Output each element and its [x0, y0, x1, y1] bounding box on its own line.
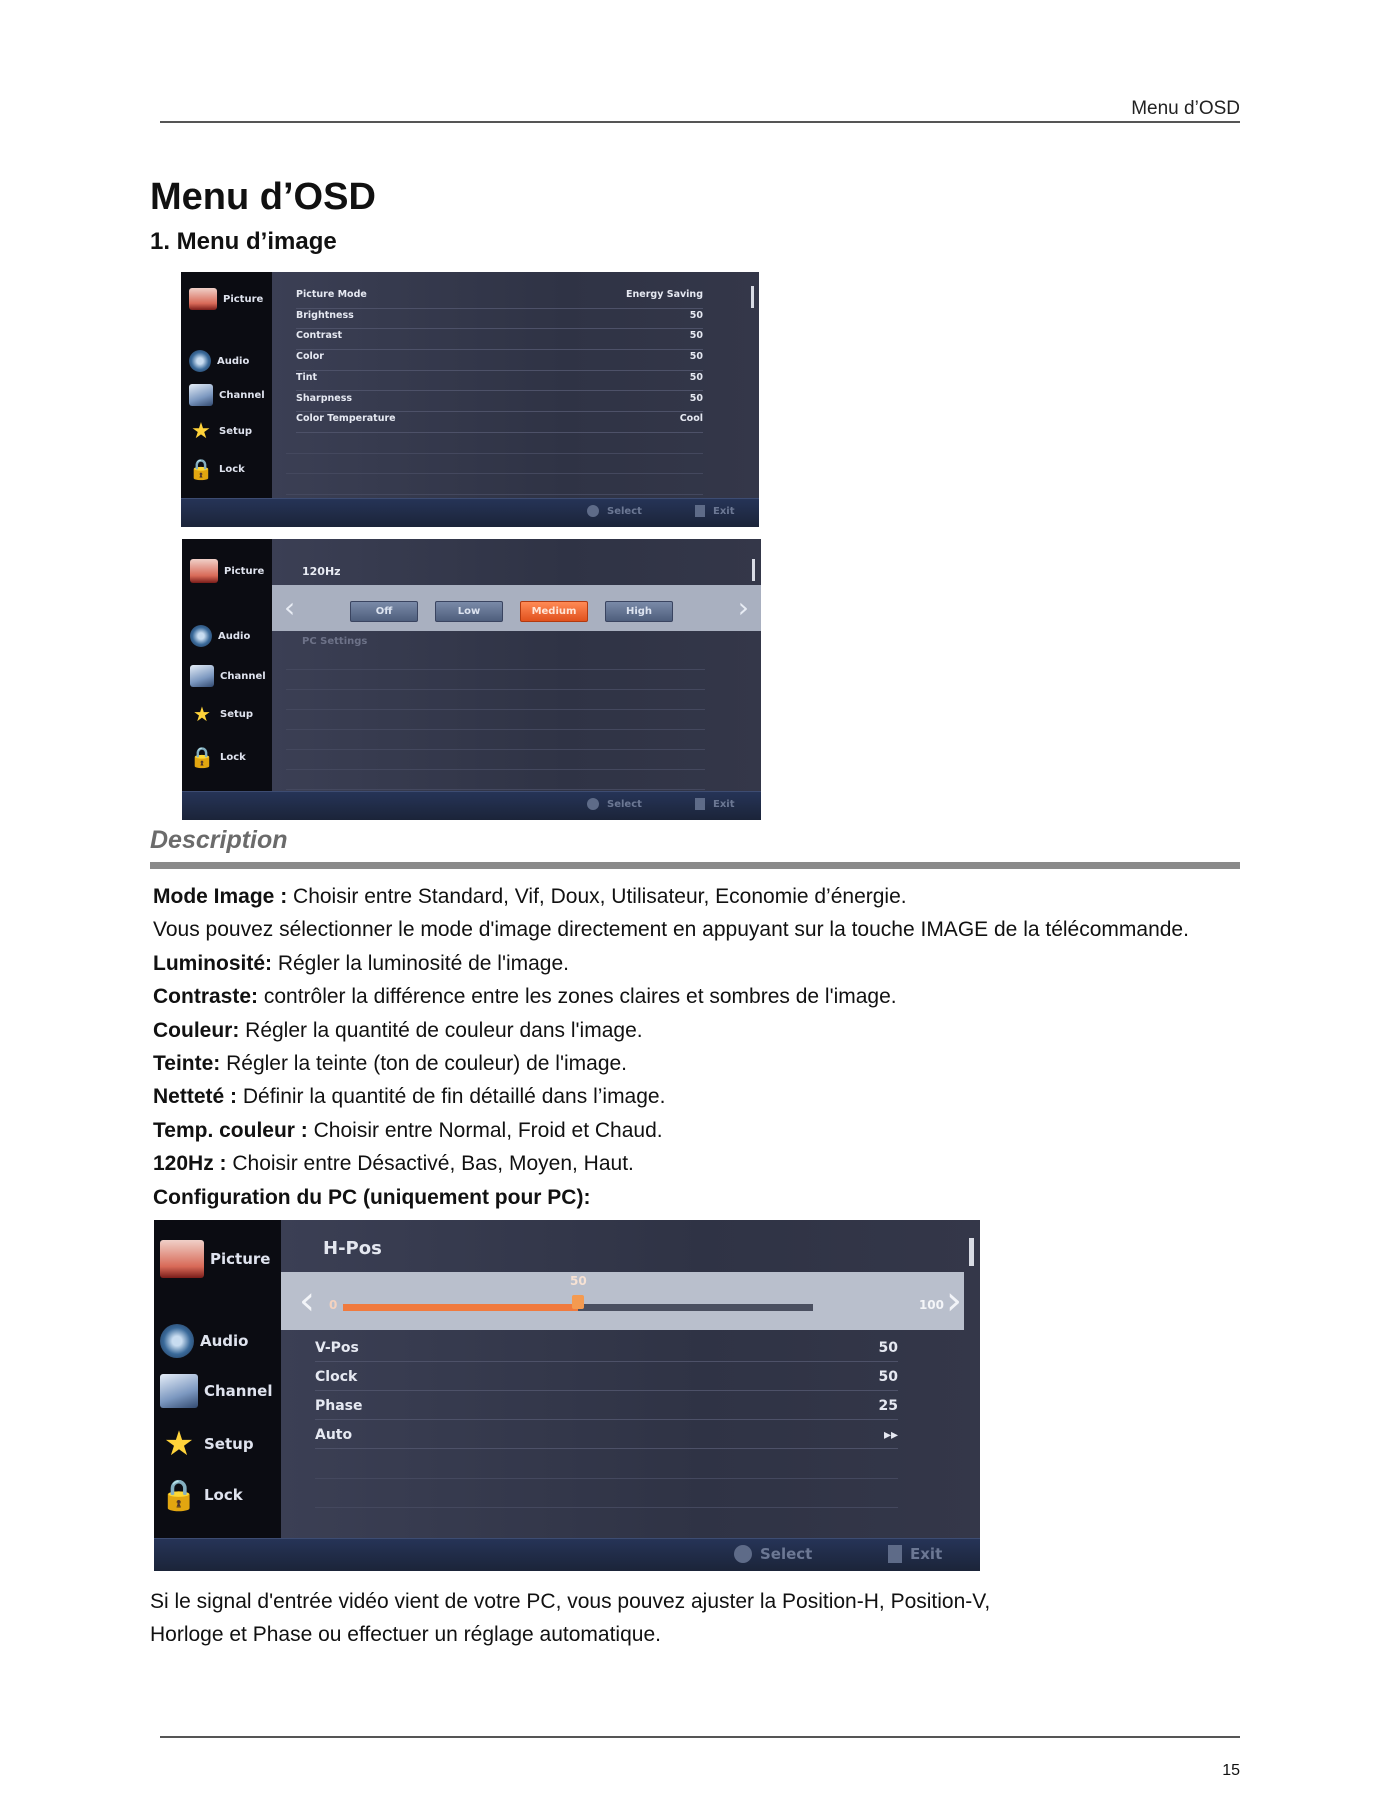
osd-empty-row — [286, 751, 705, 770]
description-line — [153, 1051, 627, 1077]
osd-row-value: ▸▸ — [883, 1427, 898, 1443]
lock-icon: 🔒 — [188, 457, 214, 481]
osd-menu-row[interactable] — [296, 289, 703, 309]
osd-row-label: Color — [296, 351, 324, 363]
osd-row-value: Energy Saving — [626, 289, 703, 300]
osd-empty-row — [286, 711, 705, 730]
osd-row-label: Color Temperature — [296, 413, 396, 425]
speaker-icon — [190, 625, 212, 647]
osd-menu-row[interactable] — [315, 1394, 898, 1420]
osd-sidebar-label: Audio — [217, 355, 250, 367]
description-rule — [150, 862, 1240, 869]
osd-menu-row[interactable] — [296, 393, 703, 413]
osd-footer-label: Exit — [713, 798, 735, 810]
slider-track[interactable] — [343, 1304, 813, 1311]
description-text: Choisir entre Désactivé, Bas, Moyen, Haut. — [226, 1152, 634, 1176]
osd-sidebar-label: Audio — [218, 630, 251, 642]
description-text: contrôler la différence entre les zones claires et sombres de l'image. — [258, 985, 897, 1009]
osd-scrollbar — [752, 559, 755, 581]
description-term: Mode Image : — [153, 885, 288, 908]
osd-row-label: Sharpness — [296, 392, 353, 404]
chevron-left-icon: ‹ — [299, 1278, 315, 1324]
osd-footer — [154, 1538, 980, 1571]
osd-menu-row[interactable] — [296, 330, 703, 350]
description-text: Définir la quantité de fin détaillé dans l’image. — [237, 1085, 666, 1109]
description-term: Teinte: — [153, 1052, 221, 1075]
osd-row-value: 50 — [878, 1369, 898, 1385]
note-line-1: Si le signal d'entrée vidéo vient de votre PC, vous pouvez ajuster la Position-H, Position-V, — [150, 1590, 991, 1613]
osd-scrollbar — [751, 286, 754, 308]
osd-sidebar — [154, 1220, 281, 1539]
footer-rule — [160, 1736, 1240, 1738]
osd-sidebar-label: Audio — [200, 1332, 249, 1350]
star-icon: ★ — [163, 1424, 195, 1464]
osd-menu-row[interactable] — [315, 1423, 898, 1449]
osd-sidebar-item-audio — [189, 350, 249, 372]
satellite-dish-icon — [160, 1374, 198, 1408]
description-term: 120Hz : — [153, 1152, 227, 1176]
osd-menu-row[interactable] — [296, 351, 703, 371]
select-icon — [734, 1545, 752, 1563]
osd-120hz-selector-bar — [272, 585, 761, 631]
slider-fill — [343, 1304, 578, 1311]
description-text: Régler la teinte (ton de couleur) de l'image. — [220, 1052, 628, 1075]
description-text: Régler la luminosité de l'image. — [272, 951, 569, 975]
osd-empty-row — [315, 1481, 898, 1508]
slider-value-label: 50 — [570, 1274, 587, 1288]
osd-footer-select — [587, 798, 642, 810]
osd-sidebar-label: Lock — [220, 751, 246, 763]
osd-footer-select — [734, 1545, 812, 1563]
osd-sidebar-item-lock — [160, 1476, 243, 1514]
description-term: Luminosité: — [153, 951, 272, 975]
osd-sidebar-item-setup — [189, 420, 252, 442]
lock-icon: 🔒 — [189, 745, 215, 769]
chevron-right-icon: › — [737, 591, 749, 624]
osd-sidebar-item-channel — [160, 1374, 272, 1408]
osd-menu-row[interactable] — [296, 372, 703, 392]
exit-icon — [695, 505, 705, 517]
description-line — [153, 1084, 665, 1110]
osd-sidebar-item-audio — [160, 1324, 248, 1358]
osd-footer-label: Select — [760, 1545, 813, 1563]
osd-footer — [181, 498, 759, 527]
osd-row-label: Tint — [296, 371, 318, 383]
osd-sidebar-item-setup — [160, 1426, 254, 1462]
page-title: Menu d’OSD — [150, 176, 376, 218]
description-term: Couleur: — [153, 1018, 240, 1042]
osd-footer — [182, 791, 761, 820]
osd-sidebar-label: Lock — [219, 463, 245, 475]
picture-icon — [190, 559, 218, 583]
osd-footer-exit — [695, 798, 735, 810]
osd-empty-row — [286, 671, 705, 690]
description-term: Netteté : — [153, 1085, 238, 1109]
star-icon: ★ — [191, 418, 211, 444]
description-line — [153, 884, 907, 910]
osd-120hz-screenshot — [182, 539, 761, 820]
osd-menu-row[interactable] — [296, 310, 703, 330]
slider-min-label: 0 — [329, 1298, 338, 1312]
description-term: Contraste: — [153, 985, 259, 1009]
satellite-dish-icon — [189, 384, 213, 406]
osd-sidebar-item-channel — [190, 665, 266, 687]
description-text: Choisir entre Standard, Vif, Doux, Utilisateur, Economie d’énergie. — [287, 885, 907, 908]
osd-sidebar-label: Channel — [204, 1382, 273, 1400]
description-line — [153, 951, 569, 977]
osd-empty-row — [286, 731, 705, 750]
osd-row-value: 50 — [689, 392, 703, 404]
osd-row-label: V-Pos — [315, 1340, 359, 1356]
osd-picture-menu-screenshot — [181, 272, 759, 527]
speaker-icon — [189, 350, 211, 372]
description-line — [153, 917, 1189, 943]
osd-row-label: Brightness — [296, 309, 354, 321]
osd-footer-exit — [888, 1545, 942, 1563]
note-line-2: Horloge et Phase ou effectuer un réglage automatique. — [150, 1623, 661, 1646]
description-line — [153, 1118, 663, 1144]
osd-row-label: Phase — [315, 1398, 363, 1414]
osd-row-value: 50 — [689, 309, 703, 321]
osd-empty-row — [286, 691, 705, 710]
picture-icon — [189, 288, 217, 310]
osd-footer-exit — [695, 505, 735, 517]
description-text: Régler la quantité de couleur dans l'image. — [239, 1018, 643, 1042]
osd-sidebar-label: Channel — [219, 389, 265, 401]
osd-120hz-option-medium[interactable]: Medium — [520, 601, 588, 622]
osd-120hz-option-off[interactable]: Off — [350, 601, 418, 622]
osd-row-value: 50 — [689, 351, 703, 363]
description-term: Configuration du PC (uniquement pour PC): — [153, 1185, 591, 1209]
osd-sidebar-label: Setup — [220, 708, 254, 720]
osd-empty-row — [286, 651, 705, 670]
description-line — [153, 984, 897, 1010]
osd-row-label: Clock — [315, 1369, 358, 1385]
osd-row-value: 50 — [689, 371, 703, 383]
osd-footer-label: Exit — [910, 1545, 943, 1563]
osd-row-value: 25 — [878, 1398, 898, 1414]
osd-footer-label: Select — [607, 505, 642, 517]
osd-menu-row[interactable] — [315, 1336, 898, 1362]
description-text: Choisir entre Normal, Froid et Chaud. — [307, 1118, 663, 1142]
osd-pc-settings-item: PC Settings — [302, 636, 368, 647]
osd-row-label: Contrast — [296, 330, 343, 342]
osd-main-panel — [272, 539, 761, 792]
osd-120hz-title: 120Hz — [302, 565, 341, 578]
osd-sidebar-item-picture — [189, 288, 263, 310]
header-rule — [160, 121, 1240, 123]
chevron-left-icon: ‹ — [284, 591, 296, 624]
osd-120hz-option-high[interactable]: High — [605, 601, 673, 622]
picture-icon — [160, 1240, 204, 1278]
select-icon — [587, 505, 599, 517]
osd-main-panel — [272, 272, 759, 499]
osd-row-value: Cool — [679, 413, 703, 425]
osd-row-label: Picture Mode — [296, 289, 367, 300]
description-line — [153, 1018, 643, 1044]
osd-sidebar — [181, 272, 272, 499]
osd-sidebar-label: Picture — [210, 1250, 271, 1268]
osd-row-value: 50 — [878, 1340, 898, 1356]
osd-sidebar-item-picture — [160, 1240, 270, 1278]
speaker-icon — [160, 1324, 194, 1358]
osd-menu-row[interactable] — [315, 1365, 898, 1391]
slider-max-label: 100 — [918, 1298, 944, 1312]
osd-sidebar-label: Setup — [204, 1435, 254, 1453]
osd-footer-label: Select — [607, 798, 642, 810]
osd-footer-select — [587, 505, 642, 517]
osd-empty-row — [286, 455, 703, 475]
section-title: 1. Menu d’image — [150, 228, 337, 255]
select-icon — [587, 798, 599, 810]
description-term: Temp. couleur : — [153, 1118, 308, 1142]
osd-scrollbar — [969, 1238, 974, 1266]
osd-row-value: 50 — [689, 330, 703, 342]
osd-empty-row — [286, 771, 705, 790]
description-text: Vous pouvez sélectionner le mode d'image directement en appuyant sur la touche IMAGE de la télécommande. — [153, 918, 1189, 942]
chevron-right-icon: › — [946, 1278, 962, 1324]
description-line — [153, 1185, 590, 1211]
osd-footer-label: Exit — [713, 505, 735, 517]
osd-hpos-slider-bar — [281, 1272, 964, 1330]
osd-120hz-option-low[interactable]: Low — [435, 601, 503, 622]
osd-empty-row — [315, 1452, 898, 1479]
osd-sidebar-label: Setup — [219, 425, 253, 437]
osd-row-label: Auto — [315, 1427, 353, 1443]
satellite-dish-icon — [190, 665, 214, 687]
osd-main-panel — [281, 1220, 980, 1539]
osd-sidebar-label: Picture — [223, 293, 264, 305]
osd-sidebar-item-picture — [190, 559, 264, 583]
osd-sidebar-item-setup — [190, 703, 253, 725]
star-icon: ★ — [193, 702, 211, 726]
osd-hpos-title: H-Pos — [323, 1238, 382, 1259]
osd-empty-row — [286, 475, 703, 495]
osd-sidebar-label: Lock — [204, 1486, 243, 1504]
osd-sidebar — [182, 539, 272, 792]
running-header: Menu d’OSD — [1131, 98, 1240, 119]
osd-sidebar-label: Picture — [224, 565, 265, 577]
page-number: 15 — [1222, 1762, 1240, 1779]
osd-pc-settings-screenshot — [154, 1220, 980, 1571]
description-heading: Description — [150, 826, 288, 854]
description-line — [153, 1151, 634, 1177]
osd-menu-row[interactable] — [296, 413, 703, 433]
exit-icon — [888, 1545, 902, 1563]
osd-empty-row — [286, 434, 703, 454]
osd-sidebar-item-audio — [190, 625, 250, 647]
osd-sidebar-item-lock — [189, 458, 245, 480]
osd-sidebar-item-channel — [189, 384, 265, 406]
osd-sidebar-item-lock — [190, 745, 246, 769]
slider-thumb[interactable] — [572, 1295, 584, 1309]
osd-sidebar-label: Channel — [220, 670, 266, 682]
lock-icon: 🔒 — [160, 1477, 198, 1513]
exit-icon — [695, 798, 705, 810]
